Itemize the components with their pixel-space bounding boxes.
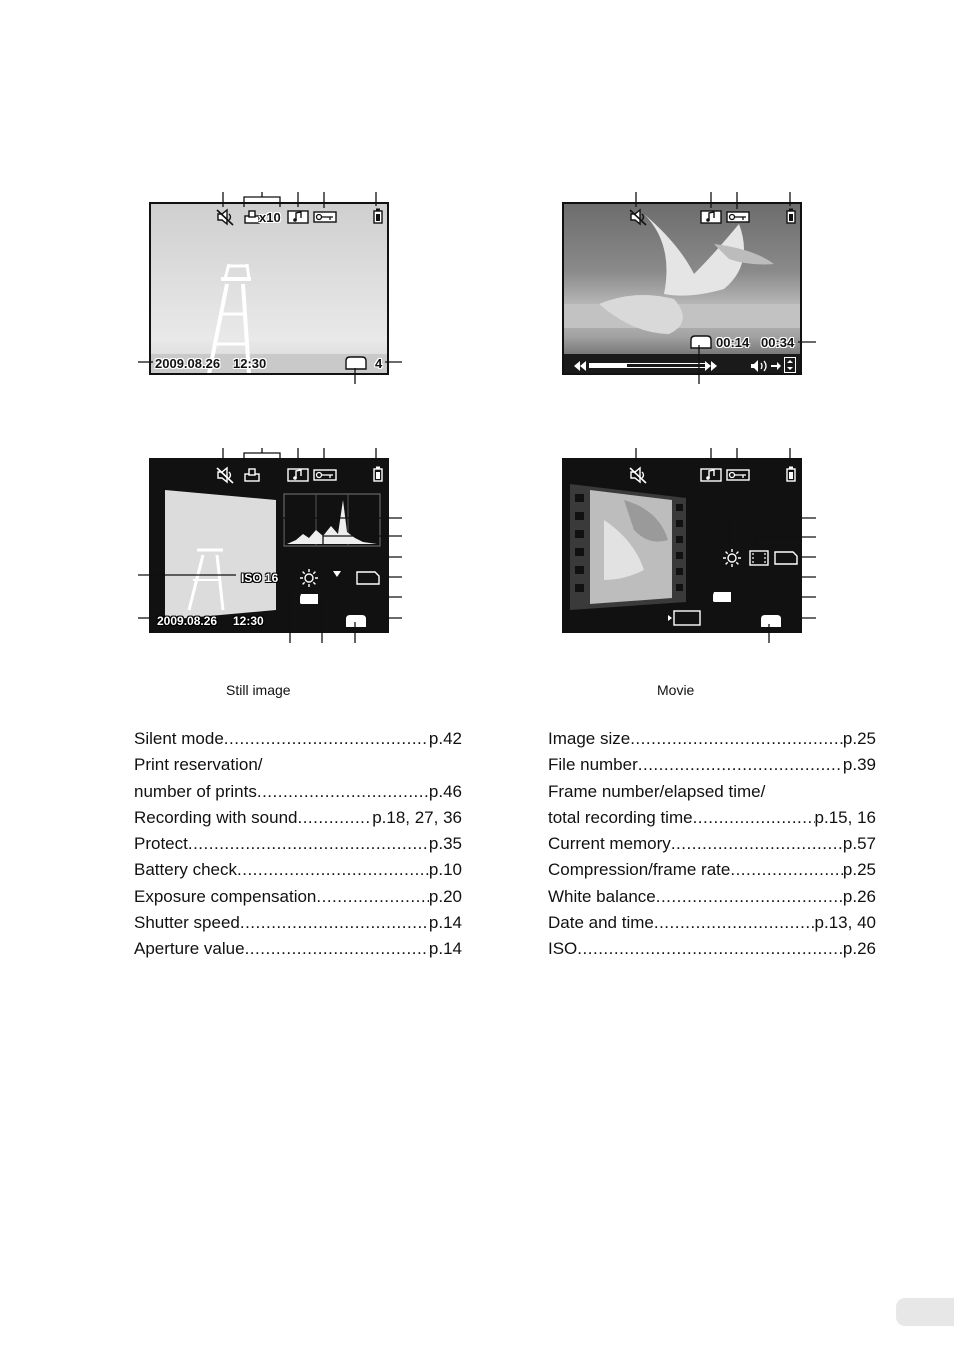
list-item: Exposure compensation ..... p.20 [134, 884, 462, 910]
list-item: Silent mode ..... p.42 [134, 726, 462, 752]
elapsed-time: 00:14 [716, 335, 750, 350]
list-item: Shutter speed ..... p.14 [134, 910, 462, 936]
list-item: Current memory ..... p.57 [548, 831, 876, 857]
date-display: 2009.08.26 [157, 614, 218, 628]
list-item: number of prints ..... p.46 [134, 779, 462, 805]
list-item: Print reservation/ [134, 755, 263, 775]
list-item: Compression/frame rate ..... p.25 [548, 857, 876, 883]
list-item: Recording with sound ..... p.18, 27, 36 [134, 805, 462, 831]
list-item: File number ..... p.39 [548, 752, 876, 778]
list-item: Image size ..... p.25 [548, 726, 876, 752]
caption-still-image: Still image [226, 682, 291, 698]
caption-movie: Movie [657, 682, 695, 698]
file-number: 4 [375, 356, 383, 371]
list-item: ISO ..... p.26 [548, 936, 876, 962]
left-reference-list [134, 726, 462, 963]
date-display: 2009.08.26 [155, 356, 221, 371]
list-item: total recording time ..... p.15, 16 [548, 805, 876, 831]
right-reference-list [548, 726, 876, 963]
total-time: 00:34 [761, 335, 795, 350]
list-item: Protect ..... p.35 [134, 831, 462, 857]
time-display: 12:30 [233, 356, 267, 371]
print-count: x10 [259, 210, 281, 225]
list-item: Frame number/elapsed time/ [548, 781, 766, 801]
iso-value: ISO 16 [241, 571, 279, 585]
list-item: Battery check ..... p.10 [134, 857, 462, 883]
list-item: White balance ..... p.26 [548, 884, 876, 910]
time-display: 12:30 [233, 614, 264, 628]
list-item: Aperture value ..... p.14 [134, 936, 462, 962]
list-item: Date and time ..... p.13, 40 [548, 910, 876, 936]
page-edge-tab [896, 1298, 954, 1326]
